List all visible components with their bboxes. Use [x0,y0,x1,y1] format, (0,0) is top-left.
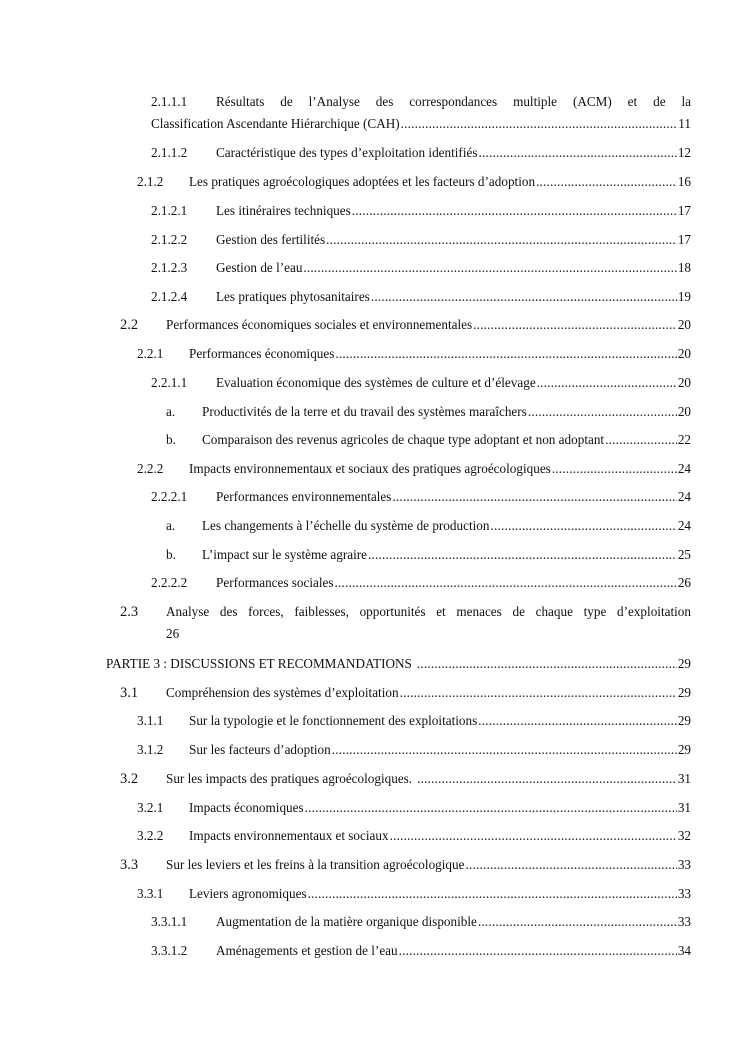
toc-entry-number: 3.1.2 [137,742,164,757]
toc-entry-page: 26 [677,575,691,590]
toc-entry[interactable] [137,460,691,478]
toc-leader-dots [465,856,676,874]
toc-leader-dots [371,288,677,306]
toc-entry-number: 3.2 [120,771,139,787]
toc-leader-dots [335,345,676,363]
toc-entry-number: b. [166,432,176,447]
toc-entry-page: 17 [677,203,691,218]
toc-entry[interactable] [120,856,691,874]
toc-entry-page: 33 [677,857,691,872]
toc-leader-dots [478,712,677,730]
toc-entry[interactable] [120,603,691,643]
toc-leader-dots [605,431,677,449]
toc-entry-page: 29 [677,742,691,757]
toc-entry[interactable] [151,574,691,592]
toc-entry[interactable] [166,431,691,449]
toc-entry-title: Sur les facteurs d’adoption [189,742,331,757]
toc-entry-title-continued: 26 [166,626,180,641]
toc-leader-dots [537,374,677,392]
toc-entry[interactable] [120,684,691,702]
toc-entry[interactable] [166,403,691,421]
toc-entry-number: 2.3 [120,604,139,620]
toc-entry[interactable] [137,827,691,845]
toc-entry-title: Impacts environnementaux et sociaux des pratiques agroécologiques [189,461,551,476]
toc-entry-title: Comparaison des revenus agricoles de chaque type adoptant et non adoptant [202,432,605,447]
toc-entry-page: 29 [677,656,691,671]
toc-entry-page: 34 [677,943,691,958]
toc-entry-title: Performances économiques sociales et environnementales [166,317,473,332]
toc-entry-number: 2.2.1.1 [151,375,188,390]
toc-leader-dots [305,799,677,817]
toc-entry-title: Performances sociales [216,575,334,590]
toc-entry-number: 3.2.1 [137,800,164,815]
toc-leader-dots [326,231,677,249]
toc-entry-number: 2.2.2.2 [151,575,188,590]
toc-entry[interactable] [151,288,691,306]
toc-entry[interactable] [137,173,691,191]
toc-entry-title: Analyse des forces, faiblesses, opportunités et menaces de chaque type d’exploitation [166,604,691,619]
toc-leader-dots [528,403,677,421]
toc-entry-number: 3.3.1.1 [151,914,188,929]
toc-entry-page: 18 [677,260,691,275]
toc-entry-page: 25 [677,547,691,562]
toc-entry-number: 3.1 [120,685,139,701]
toc-entry-number: 3.2.2 [137,828,164,843]
toc-entry-page: 32 [677,828,691,843]
toc-entry[interactable] [166,546,691,564]
toc-entry-title: Sur la typologie et le fonctionnement des exploitations [189,713,478,728]
toc-entry[interactable] [166,517,691,535]
toc-entry-title: Les pratiques phytosanitaires [216,289,370,304]
toc-entry-title: L’impact sur le système agraire [202,547,368,562]
toc-entry[interactable] [120,770,691,788]
toc-leader-dots [303,259,676,277]
toc-entry-title: Impacts économiques [189,800,304,815]
toc-entry-page: 24 [677,489,691,504]
toc-entry-page: 24 [677,518,691,533]
toc-entry-page: 17 [677,232,691,247]
toc-entry-number: 3.3.1.2 [151,943,188,958]
toc-entry-title: Sur les leviers et les freins à la transition agroécologique [166,857,465,872]
toc-entry-title: Caractéristique des types d’exploitation identifiés [216,145,478,160]
toc-entry-number: a. [166,404,176,419]
toc-leader-dots [335,574,677,592]
toc-leader-dots [392,488,676,506]
toc-entry-page: 31 [677,800,691,815]
toc-entry-title: Augmentation de la matière organique disponible [216,914,477,929]
toc-entry-page: 20 [677,375,691,390]
toc-entry-title: Performances économiques [189,346,335,361]
toc-entry-page: 29 [677,685,691,700]
toc-entry[interactable] [151,942,691,960]
toc-entry-page: 31 [677,771,691,786]
toc-leader-dots [490,517,676,535]
toc-leader-dots [352,202,677,220]
toc-entry-number: 2.2.2 [137,461,164,476]
toc-entry-title: Productivités de la terre et du travail des systèmes maraîchers [202,404,527,419]
toc-entry-title: Gestion des fertilités [216,232,326,247]
toc-entry-title: Leviers agronomiques [189,886,307,901]
toc-entry-page: 11 [678,116,691,131]
toc-entry-number: 3.1.1 [137,713,164,728]
toc-entry-title: Evaluation économique des systèmes de culture et d’élevage [216,375,536,390]
toc-entry[interactable] [151,374,691,392]
toc-entry-number: 3.3.1 [137,886,164,901]
toc-entry[interactable] [151,913,691,931]
toc-entry[interactable] [120,316,691,334]
toc-entry-title: Gestion de l’eau [216,260,303,275]
toc-entry[interactable] [151,259,691,277]
toc-entry-title-continued: Classification Ascendante Hiérarchique (CAH) [151,116,400,131]
toc-entry-page: 20 [677,346,691,361]
toc-entry-number: 2.2 [120,317,139,333]
toc-leader-dots [552,460,677,478]
toc-entry-title: Compréhension des systèmes d’exploitation [166,685,399,700]
toc-entry-number: 2.1.2.1 [151,203,188,218]
toc-entry-title: Résultats de l’Analyse des correspondances multiple (ACM) et de la [216,94,691,109]
toc-entry-number: 2.1.1.2 [151,145,188,160]
toc-leader-dots [478,913,677,931]
toc-entry-number: 2.1.2.3 [151,260,188,275]
toc-entry-title: Les changements à l’échelle du système de production [202,518,490,533]
toc-entry[interactable] [137,345,691,363]
toc-leader-dots [399,942,677,960]
toc-entry[interactable] [137,741,691,759]
toc-entry-number: 2.1.2 [137,174,164,189]
toc-leader-dots [417,655,677,673]
toc-entry[interactable] [151,93,691,133]
toc-leader-dots [368,546,677,564]
toc-leader-dots [478,144,676,162]
toc-entry[interactable] [151,488,691,506]
toc-entry-number: b. [166,547,176,562]
toc-leader-dots [390,827,677,845]
toc-leader-dots [473,316,677,334]
toc-leader-dots [308,885,677,903]
toc-entry[interactable] [151,144,691,162]
toc-entry-number: 3.3 [120,857,139,873]
toc-entry-number: a. [166,518,176,533]
toc-part-title: PARTIE 3 : DISCUSSIONS ET RECOMMANDATIONS [106,656,412,671]
toc-entry-title: Les itinéraires techniques [216,203,351,218]
toc-leader-dots [401,115,678,133]
toc-entry-title: Sur les impacts des pratiques agroécologiques. [166,771,413,786]
toc-leader-dots [417,770,677,788]
toc-entry[interactable] [151,202,691,220]
toc-entry-page: 12 [677,145,691,160]
toc-entry-number: 2.1.1.1 [151,94,188,109]
toc-entry-number: 2.1.2.2 [151,232,188,247]
toc-entry[interactable] [151,231,691,249]
toc-entry-number: 2.1.2.4 [151,289,188,304]
toc-entry-page: 20 [677,317,691,332]
toc-entry-page: 29 [677,713,691,728]
toc-entry-page: 33 [677,886,691,901]
toc-entry-page: 24 [677,461,691,476]
toc-entry-number: 2.2.1 [137,346,164,361]
toc-leader-dots [400,684,677,702]
toc-entry-page: 16 [677,174,691,189]
toc-entry[interactable] [106,655,691,673]
toc-entry-page: 33 [677,914,691,929]
toc-entry-page: 19 [677,289,691,304]
toc-leader-dots [536,173,677,191]
toc-entry[interactable] [137,799,691,817]
toc-entry-title: Aménagements et gestion de l’eau [216,943,398,958]
toc-entry-page: 22 [677,432,691,447]
toc-entry-number: 2.2.2.1 [151,489,188,504]
toc-entry[interactable] [137,712,691,730]
toc-entry-title: Impacts environnementaux et sociaux [189,828,389,843]
toc-entry[interactable] [137,885,691,903]
toc-entry-title: Performances environnementales [216,489,392,504]
toc-leader-dots [332,741,677,759]
toc-entry-page: 20 [677,404,691,419]
toc-entry-title: Les pratiques agroécologiques adoptées et les facteurs d’adoption [189,174,536,189]
